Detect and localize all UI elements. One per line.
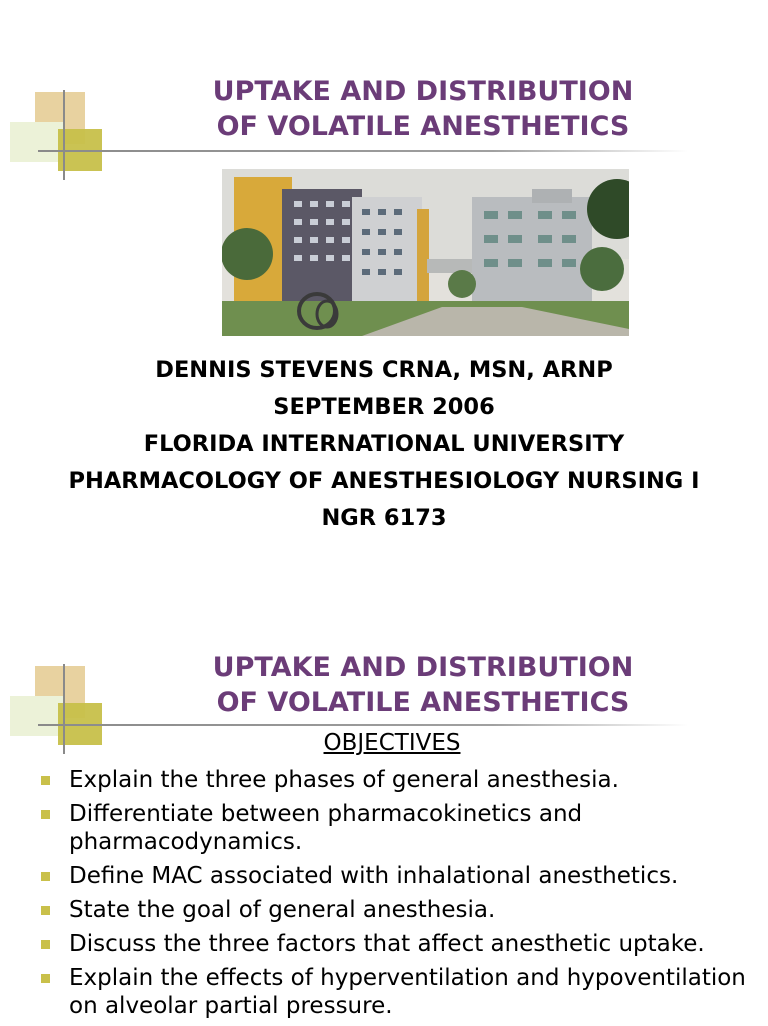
bullet-icon (41, 810, 50, 819)
list-item-text: State the goal of general anesthesia. (69, 897, 496, 923)
list-item (38, 896, 758, 924)
title-divider (38, 724, 688, 726)
building-photo (222, 169, 629, 336)
list-item-text: Define MAC associated with inhalational anesthetics. (69, 863, 679, 889)
title-line-1: UPTAKE AND DISTRIBUTION (212, 652, 634, 683)
corner-decoration (10, 92, 110, 182)
bullet-icon (41, 776, 50, 785)
bullet-icon (41, 906, 50, 915)
list-item (38, 766, 758, 794)
slide-title (150, 650, 696, 720)
objectives-list (38, 766, 758, 1026)
list-item (38, 862, 758, 890)
bullet-icon (41, 974, 50, 983)
list-item-text: Differentiate between pharmacokinetics and pharmacodynamics. (69, 801, 583, 855)
presenter-info (0, 352, 768, 537)
slide-2 (0, 576, 768, 1024)
list-item (38, 800, 758, 856)
title-line-2: OF VOLATILE ANESTHETICS (216, 111, 630, 142)
corner-decoration (10, 666, 110, 756)
presentation-date: SEPTEMBER 2006 (273, 394, 495, 420)
list-item (38, 964, 758, 1020)
title-line-2: OF VOLATILE ANESTHETICS (216, 687, 630, 718)
list-item-text: Explain the effects of hyperventilation and hypoventilation on alveolar partial pressure. (69, 965, 746, 1019)
presenter-name: DENNIS STEVENS CRNA, MSN, ARNP (155, 357, 613, 383)
slide-title (150, 74, 696, 144)
bullet-icon (41, 940, 50, 949)
list-item (38, 930, 758, 958)
course-title: PHARMACOLOGY OF ANESTHESIOLOGY NURSING I (68, 468, 700, 494)
bullet-icon (41, 872, 50, 881)
title-line-1: UPTAKE AND DISTRIBUTION (212, 76, 634, 107)
list-item-text: Explain the three phases of general anesthesia. (69, 767, 619, 793)
list-item-text: Discuss the three factors that affect anesthetic uptake. (69, 931, 705, 957)
university-name: FLORIDA INTERNATIONAL UNIVERSITY (143, 431, 625, 457)
course-code: NGR 6173 (321, 505, 447, 531)
title-divider (38, 150, 688, 152)
objectives-heading: OBJECTIVES (323, 730, 461, 756)
